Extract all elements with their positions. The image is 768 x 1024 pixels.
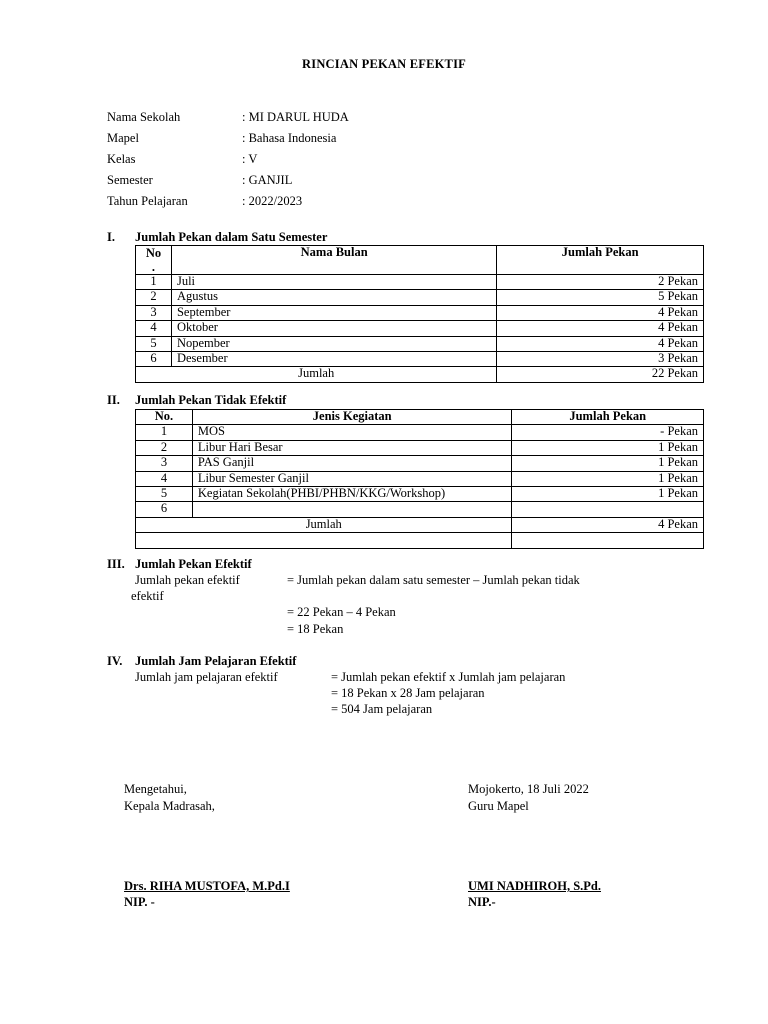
info-value-year: : 2022/2023 bbox=[242, 194, 303, 208]
table-row bbox=[136, 425, 704, 440]
header-no-line1: No bbox=[145, 246, 162, 260]
row-no: 6 bbox=[136, 351, 172, 366]
row-no: 4 bbox=[136, 471, 193, 486]
info-value-subject: : Bahasa Indonesia bbox=[242, 131, 337, 145]
table-row bbox=[136, 471, 704, 486]
row-activity: MOS bbox=[192, 425, 512, 440]
row-count: 1 Pekan bbox=[512, 456, 704, 471]
row-month: September bbox=[171, 305, 496, 320]
total-label: Jumlah bbox=[136, 367, 497, 382]
row-no: 3 bbox=[136, 305, 172, 320]
header-month-name: Nama Bulan bbox=[171, 246, 496, 275]
signature-right-nip: NIP.- bbox=[468, 895, 496, 909]
info-label-semester: Semester bbox=[107, 173, 153, 187]
section4-number: IV. bbox=[107, 654, 123, 668]
table-row bbox=[136, 351, 704, 366]
table-row bbox=[136, 336, 704, 351]
signature-left-name: Drs. RIHA MUSTOFA, M.Pd.I bbox=[124, 879, 290, 893]
row-count: - Pekan bbox=[512, 425, 704, 440]
table-total-row bbox=[136, 367, 704, 382]
signature-left-line1: Mengetahui, bbox=[124, 782, 187, 796]
section4-line3: = 504 Jam pelajaran bbox=[331, 702, 433, 716]
row-count bbox=[512, 502, 704, 517]
row-count: 1 Pekan bbox=[512, 486, 704, 501]
row-month: Desember bbox=[171, 351, 496, 366]
table-row bbox=[136, 502, 704, 517]
header-no: No. bbox=[136, 410, 193, 425]
table-row bbox=[136, 456, 704, 471]
info-value-school: : MI DARUL HUDA bbox=[242, 110, 349, 124]
header-no-line2: . bbox=[151, 260, 156, 274]
section4-line1: = Jumlah pekan efektif x Jumlah jam pelajaran bbox=[331, 670, 566, 684]
row-no: 1 bbox=[136, 425, 193, 440]
info-label-school: Nama Sekolah bbox=[107, 110, 181, 124]
row-activity: Kegiatan Sekolah(PHBI/PHBN/KKG/Workshop) bbox=[192, 486, 512, 501]
row-count: 1 Pekan bbox=[512, 440, 704, 455]
info-value-class: : V bbox=[242, 152, 258, 166]
table-row bbox=[136, 305, 704, 320]
section3-title: Jumlah Pekan Efektif bbox=[135, 557, 252, 571]
row-count: 4 Pekan bbox=[497, 321, 704, 336]
section1-number: I. bbox=[107, 230, 115, 244]
row-no: 5 bbox=[136, 486, 193, 501]
header-activity: Jenis Kegiatan bbox=[192, 410, 512, 425]
empty-cell bbox=[512, 533, 704, 548]
info-value-semester: : GANJIL bbox=[242, 173, 293, 187]
row-month: Agustus bbox=[171, 290, 496, 305]
info-label-year: Tahun Pelajaran bbox=[107, 194, 188, 208]
total-value: 22 Pekan bbox=[497, 367, 704, 382]
row-month: Juli bbox=[171, 275, 496, 290]
section3-line3: = 18 Pekan bbox=[287, 622, 344, 636]
section2-number: II. bbox=[107, 393, 120, 407]
header-week-count: Jumlah Pekan bbox=[512, 410, 704, 425]
row-no: 6 bbox=[136, 502, 193, 517]
signature-right-name: UMI NADHIROH, S.Pd. bbox=[468, 879, 601, 893]
non-effective-weeks-table bbox=[135, 409, 704, 549]
section3-line1: = Jumlah pekan dalam satu semester – Jumlah pekan tidak bbox=[287, 573, 580, 587]
row-no: 2 bbox=[136, 440, 193, 455]
section4-label: Jumlah jam pelajaran efektif bbox=[135, 670, 278, 684]
empty-cell bbox=[136, 533, 512, 548]
row-activity bbox=[192, 502, 512, 517]
row-count: 5 Pekan bbox=[497, 290, 704, 305]
section1-title: Jumlah Pekan dalam Satu Semester bbox=[135, 230, 328, 244]
section3-label: Jumlah pekan efektif bbox=[135, 573, 240, 587]
section4-title: Jumlah Jam Pelajaran Efektif bbox=[135, 654, 297, 668]
row-no: 5 bbox=[136, 336, 172, 351]
row-count: 4 Pekan bbox=[497, 336, 704, 351]
row-count: 3 Pekan bbox=[497, 351, 704, 366]
table-header-row bbox=[136, 246, 704, 275]
table-empty-row bbox=[136, 533, 704, 548]
header-no bbox=[136, 246, 172, 275]
signature-left-nip: NIP. - bbox=[124, 895, 155, 909]
row-no: 1 bbox=[136, 275, 172, 290]
row-month: Oktober bbox=[171, 321, 496, 336]
weeks-per-semester-table bbox=[135, 245, 704, 383]
signature-left-line2: Kepala Madrasah, bbox=[124, 799, 215, 813]
table-row bbox=[136, 290, 704, 305]
section3-number: III. bbox=[107, 557, 125, 571]
table-row bbox=[136, 275, 704, 290]
table-total-row bbox=[136, 517, 704, 532]
row-activity: Libur Semester Ganjil bbox=[192, 471, 512, 486]
row-activity: Libur Hari Besar bbox=[192, 440, 512, 455]
info-label-subject: Mapel bbox=[107, 131, 139, 145]
row-month: Nopember bbox=[171, 336, 496, 351]
header-week-count: Jumlah Pekan bbox=[497, 246, 704, 275]
row-activity: PAS Ganjil bbox=[192, 456, 512, 471]
row-no: 2 bbox=[136, 290, 172, 305]
row-no: 3 bbox=[136, 456, 193, 471]
section2-title: Jumlah Pekan Tidak Efektif bbox=[135, 393, 287, 407]
section3-line2: = 22 Pekan – 4 Pekan bbox=[287, 605, 396, 619]
table-row bbox=[136, 440, 704, 455]
section3-line1-continued: efektif bbox=[131, 589, 164, 603]
row-no: 4 bbox=[136, 321, 172, 336]
signature-right-line2: Guru Mapel bbox=[468, 799, 529, 813]
page-title: RINCIAN PEKAN EFEKTIF bbox=[302, 57, 466, 71]
total-label: Jumlah bbox=[136, 517, 512, 532]
table-header-row bbox=[136, 410, 704, 425]
row-count: 1 Pekan bbox=[512, 471, 704, 486]
table-row bbox=[136, 486, 704, 501]
table-row bbox=[136, 321, 704, 336]
row-count: 2 Pekan bbox=[497, 275, 704, 290]
total-value: 4 Pekan bbox=[512, 517, 704, 532]
signature-right-line1: Mojokerto, 18 Juli 2022 bbox=[468, 782, 589, 796]
section4-line2: = 18 Pekan x 28 Jam pelajaran bbox=[331, 686, 485, 700]
row-count: 4 Pekan bbox=[497, 305, 704, 320]
info-label-class: Kelas bbox=[107, 152, 136, 166]
